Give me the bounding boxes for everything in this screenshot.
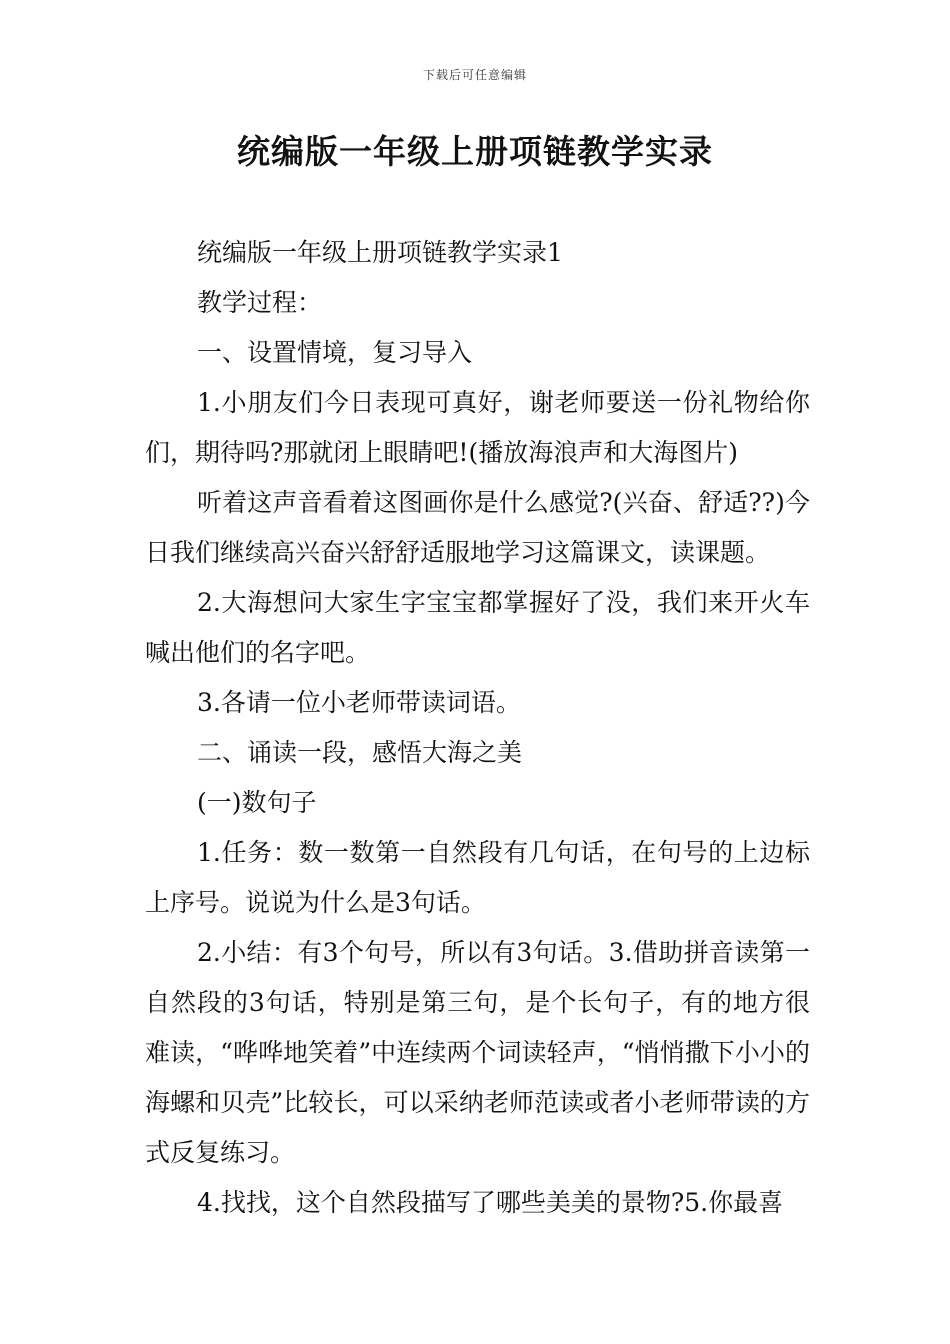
paragraph-step-2: 2.大海想问大家生字宝宝都掌握好了没，我们来开火车喊出他们的名字吧。: [145, 588, 810, 667]
paragraph-step-3: 3.各请一位小老师带读词语。: [197, 688, 521, 717]
paragraph-step-1: 1.小朋友们今日表现可真好，谢老师要送一份礼物给你们，期待吗?那就闭上眼睛吧!(播放海浪声和大海图片): [145, 388, 810, 467]
paragraph-process-heading: 教学过程：: [197, 288, 323, 317]
paragraph-section-two-heading: 二、诵读一段，感悟大海之美: [197, 738, 523, 767]
document-title: 统编版一年级上册项链教学实录: [237, 132, 713, 171]
paragraph-summary: 2.小结：有3个句号，所以有3句话。3.借助拼音读第一自然段的3句话，特别是第三句，是个长句子，有的地方很难读，“哗哗地笑着”中连续两个词读轻声，“悄悄撒下小小的海螺和贝壳”比较长，可以采纳老师范读或者小老师带读的方式反复练习。: [145, 938, 810, 1167]
document-body: [145, 228, 810, 1228]
paragraph-subtitle: 统编版一年级上册项链教学实录1: [197, 238, 563, 267]
paragraph-subsection-heading: (一)数句子: [197, 788, 317, 817]
paragraph-feeling: 听着这声音看着这图画你是什么感觉?(兴奋、舒适??)今日我们继续高兴奋兴舒舒适服地学习这篇课文，读课题。: [145, 488, 810, 567]
paragraph-task: 1.任务：数一数第一自然段有几句话，在句号的上边标上序号。说说为什么是3句话。: [145, 838, 810, 917]
paragraph-section-one-heading: 一、设置情境，复习导入: [197, 338, 473, 367]
header-note: 下载后可任意编辑: [422, 68, 527, 82]
paragraph-find: 4.找找，这个自然段描写了哪些美美的景物?5.你最喜: [197, 1188, 784, 1217]
